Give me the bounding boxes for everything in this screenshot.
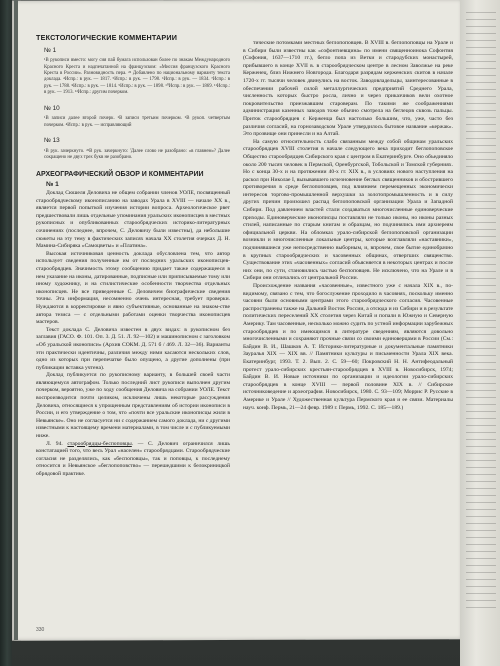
paragraph: Происхождение названия «часовенные», известного уже с начала XIX в., по-видимому, связано с тем, что богослужение проходило в часовнях, поскольку именно часовни были основными центрами этого старообрядческого согласия. Часовенные распространены также на Дальний Восток России, а отсюда и из Сибири и в результате политических переселений XX столетия через Китай и попали в Южную и Северную Америку. Там часовенные, несколько можно судить по устной информации зарубежных старообрядцев и по имеющимся в литературе сведениям, являются довольно многочисленными и сохраняют прочные связи со своими единоверцами в России (См.: Байдин В. И., Шашков А. Т. Историко-литературные и документальные памятники Зауралья XIX — XIX вв. // Памятники культуры и письменности Урала XIX века. Екатеринбург, 1993. Т. 2. Вып. 2. С. 59—60; Покровский Н. Н. Антифеодальный протест урало-сибирских крестьян-старообрядцев в XVIII в. Новосибирск, 1974; Байдин В. И. Новые источники по организации и идеологии урало-сибирских старообрядцев в конце XVIII — первой половине XIX в. // Сибирское источниковедение и археография. Новосибирск, 1980. С. 93—109; Моррис Р. Русские в Америке и Урале // Художественная культура Пермского края и ее связи. Материалы науч. конф. Пермь, 21—24 февр. 1989 г. Пермь, 1992. С. 185—189.)	[243, 283, 453, 411]
underlined-phrase: старообрядцы-беспоповцы	[67, 440, 132, 447]
note-number: № 1	[44, 46, 57, 54]
textological-comments-title: ТЕКСТОЛОГИЧЕСКИЕ КОММЕНТАРИИ	[36, 33, 178, 42]
left-column	[36, 34, 230, 479]
page-margin-bar	[14, 0, 18, 640]
paragraph: На самую относительность слабо связанным между собой общинам уральских старообрядцев XVIII столетия в начале следующего века приходит беглопоповское Общество старообрядцев Сибирского края с центром в Екатеринбурге. Оно объединяло около 200 тысяч человек в Пермской, Оренбургской, Тобольской и Томской губерниях. Но с конца 30-х и на протяжении 40-х гг. XIX в., в условиях нового наступления на раскол при Николае I, вызывавшего исчезновение беглых священников и обострившего противоречия в среде беглопоповцев, под влиянием перемещенных экономически интересов торгово-промышленной верхушки за золотопромышленность и в силу других причин произошел распад беглопоповской организации Урала и Западной Сибири. Под давлением властей стали создаваться многочисленные единоверческие приходы. Единоверческие иконописцы поставляли не только иконы, но иконы разных стилей, написанные по старым книгам и образцам, но подчинялись ими архиереям официальной церкви. На обломках урало-сибирской беглопоповской организации возникли и многочисленные локальные центры, которые возглавляли «наставники», подчинявшиеся уже непосредственно выборным, и, впрочем, свое бытие единобрачно в крупных старообрядческих и часовенных общинах, отвергших священство. Существование этих «часовенных» согласий объясняется в некоторых центрах и после них они, по сути, становились частью беспоповцев. Не исключено, что на Урале и в Сибири они отличались от центральной России.	[243, 138, 453, 282]
note-text: ¹В записи далее второй почерк. ²В записи третьим почерком. ³В рукоп. четвертым почерком. ⁴Испр.: в рук. — исправляющий	[44, 116, 230, 128]
paragraph: Доклад Сюшеля Деловича не общем собрании членов УОЛЕ, посвященный старообрядческому иконописанию на заводах Урала в XVIII — начале XX в., является первой попыткой изучения истории вопроса. Археологическое рвет предшествовали лишь отдельные упоминания уральских иконописцев в местных рукописных и опубликованных старообрядческих историко-литературных сочинениях (последнее, впрочем, С. Деловичу были известны), да небольшие сюжеты на эту тему в фактических записях начала XX столетия очерках Д. Н. Мамина-Сибиряка «Самоцветы» и «Платина».	[36, 190, 231, 250]
archaeographic-overview-title: АРХЕОГРАФИЧЕСКИЙ ОБЗОР И КОММЕНТАРИИ	[36, 171, 204, 179]
right-page-text-lines	[466, 12, 496, 612]
note-number: № 10	[44, 104, 60, 112]
paragraph: Л. 94. старообрядцы-беспоповцы. — С. Делович ограничился лишь констатацией того, что весь Урал «населен» старообрядцами. Старообрядческие согласия не разделялись, как «беспоповцы», так и поповцы, к последнему относится и Невьянское «беглопоповство» — перешедшими к белокриницкой обрядовой практике.	[36, 440, 230, 477]
note-number: № 13	[44, 137, 60, 145]
paragraph: тические потомками местных беглопоповцев. В XVIII в. беглопоповцы на Урале и в Сибири были известны как «софонтиевщина» по имени священноинока Софонтия (Софония, 1637—1710 гг.), бегло попа из Ветки и стародубских монастырей, прибывшего в конце XVII в. в старообрядческом центре в лесном Заволжье на реке Керженец, близ Нижнего Новгорода. Благодаря разрядам керженских скитов в начале 1720-х гг. тысячи человек двинулись на восток. Заводовладельцы, заинтересованные в обеспечении рабочей силой металлургических предприятий Среднего Урала, численность которых быстро росла, лично и через приказчиков вели охотное покровительство приезжавшим староверам. По такими же соображениями администрация казенных заводов тоже обычно смотрела на беглецов сквозь пальцы. Приток старообрядцев с Керженца был настолько большим, что, уже, часто без различия согласий, на горнозаводском Урале утвердилось бытовое название «кержак». Это прозвище они принесли и на Алтай.	[243, 40, 453, 138]
paragraph: Текст доклада С. Деловича известен в двух видах: в рукописном без заглавия (ГАСО. Ф. 101. Оп. 3. Д. 51. Л. 92—102) и машинописном с заголовком «Об уральской иконописи» (Архив СОКМ. Д. 571 б / 469. Л. 32—36). Варианты эти практически идентичны, различия между ними касаются нескольких слов, одно из которых при перепечатке было опущено, а другие дополнены (при публикации вставка учтена).	[36, 326, 230, 371]
paragraph: Доклад публикуется по рукописному варианту, в большей своей части являющемуся автографом. Только последний лист рукописи выполнен другим почерком, вероятно, уже по ходу сообщения Деловича на собрании УОЛЕ. Текст воспроизводится почти целиком, исключены лишь некоторые рассуждения Деловича, относящиеся к упрощенным представлениям об истории иконописи в России, и его утверждение о том, что «почти все уральские иконописцы жили в Невьянске». Оно не согласуется ни с содержанием самого доклада, ни с другими известными к настоящему времени материалами, в том числе и с публикуемыми ниже.	[36, 372, 230, 440]
note-text: ¹В рукописи вместо: могу сия пай бумага использован более по знакам Международного Красного Креста и надпечатанной на французском: «Миссия французского Красного Креста в России». Разновидность пера. ²³ Добавлено по национальному варианту текста доклада. ⁴Испр.: в рук. — 1817. ⁵Испр.: в рук. — 1798. ⁶Испр.: в рук. — 1834. ⁷Испр.: в рук. — 1788. ⁸Испр.: в рук. — 1814. ⁹Испр.: в рук. — 1898. ¹⁰Испр.: в рук. — 1869. ¹¹Испр.: в рук. — 1913. ¹²Испр.: другим почерком.	[44, 58, 230, 96]
paragraph: Высокая источниковая ценность доклада обусловлена тем, что автор использует сведения полученные им от последних уральских иконописцев-старообрядцев. Значимость этому сообщению придает также содержащееся в нем указание на иконы, датированные, подписные или приписываемые тому или иному художнику, и на стилистические особенности творчества отдельных иконописцев. Не все приведенные С. Деловичем биографические сведения точны. Эта информация, несомненно очень интересная, требует проверки. Нуждаются в корректировке и явно субъективные, основанные на знаком-стве автора тезиса — с отдельными работами оценки творчества иконописцев мастеров.	[36, 250, 230, 326]
book-spine	[0, 0, 12, 666]
section-number: № 1	[46, 181, 59, 189]
right-column	[243, 40, 453, 412]
note-text: ¹В рук. зачеркнуто. ²³В рук. зачеркнуто: 'Далее слово не разобрано: «в главнем»? Далее сокращено не двух трех букв не разобрано.	[44, 148, 230, 161]
page-number: 330	[36, 627, 45, 633]
